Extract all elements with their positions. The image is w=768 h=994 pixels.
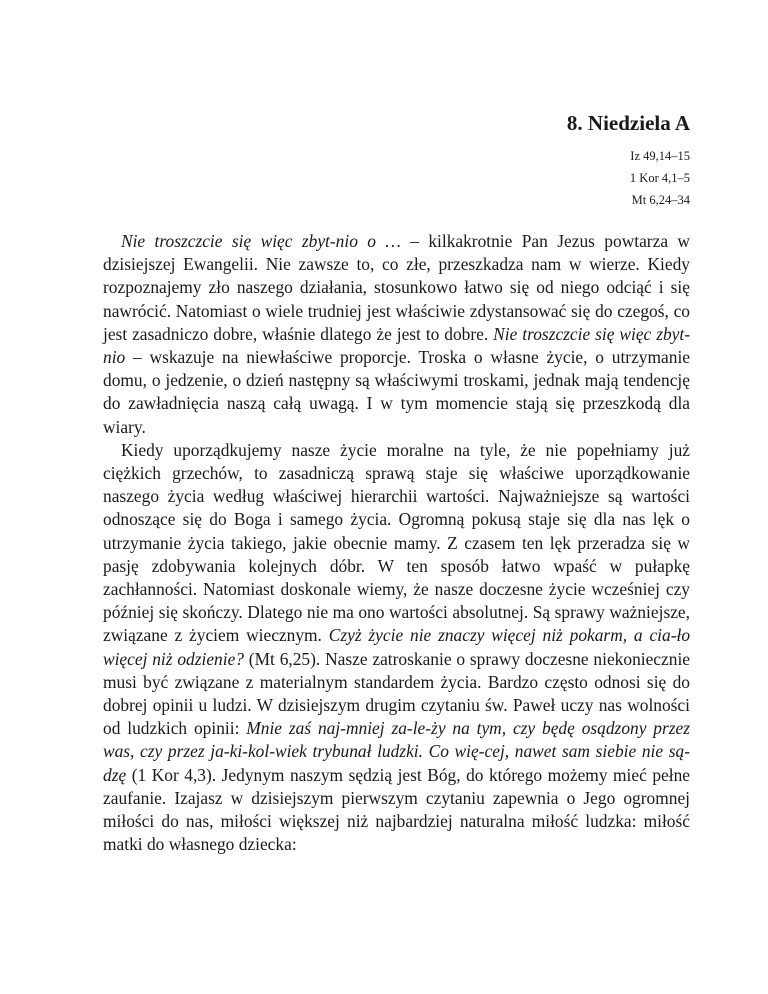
homily-text <box>103 230 690 856</box>
scripture-references <box>630 145 690 211</box>
quote-italic: Mnie zaś naj-mniej za-le-ży na tym, czy będę osądzony przez was, czy przez ja-ki-kol-wiek trybunał ludzki. Co wię-cej, nawet sam siebie nie są-dzę <box>103 718 691 785</box>
paragraph-text: – wskazuje na niewłaściwe proporcje. Troska o własne życie, o utrzymanie domu, o jedzenie, o dzień następny są właściwymi troskami, jednak mają tendencję do zawładnięcia naszą całą uwagą. I w tym momencie stają się przeszkodą dla wiary. <box>103 347 690 437</box>
paragraph-text: – kilkakrotnie Pan Jezus powtarza w dzisiejszej Ewangelii. Nie zawsze to, co złe, przeszkadza nam w wierze. Kiedy rozpoznajemy zło naszego działania, stosunkowo łatwo się od niego odciąć i się nawrócić. Natomiast o wiele trudniej jest właściwie zdystansować się do czegoś, co jest zasadniczo dobre, właśnie dlatego że jest to dobre. <box>103 231 690 344</box>
paragraph-text: Kiedy uporządkujemy nasze życie moralne na tyle, że nie popełniamy już ciężkich grzechów, to zasadniczą sprawą staje się właściwe uporządkowanie naszego życia według właściwej hierarchii wartości. Najważniejsze są wartości odnoszące się do Boga i samego życia. Ogromną pokusą staje się dla nas lęk o utrzymanie życia takiego, jakie obecnie mamy. Z czasem ten lęk przeradza się w pasję zdobywania kolejnych dóbr. W ten sposób łatwo wpaść w pułapkę zachłanności. Natomiast doskonale wiemy, że nasze doczesne życie wcześniej czy później się skończy. Dlatego nie ma ono wartości absolutnej. Są sprawy ważniejsze, związane z życiem wiecznym. <box>103 439 690 646</box>
reading-reference-second: 1 Kor 4,1–5 <box>629 171 690 185</box>
paragraph-1 <box>103 230 690 439</box>
quote-italic: Czyż życie nie znaczy więcej niż pokarm, a cia-ło więcej niż odzienie? <box>103 625 691 669</box>
document-page <box>103 0 690 994</box>
reading-reference-first: Iz 49,14–15 <box>630 149 690 163</box>
reading-reference-gospel: Mt 6,24–34 <box>631 193 690 207</box>
quote-italic: Nie troszczcie się więc zbyt-nio <box>103 323 690 368</box>
quote-italic: Nie troszczcie się więc zbyt-nio o … <box>121 231 401 251</box>
page-title: 8. Niedziela A <box>566 111 690 135</box>
paragraph-2 <box>103 439 690 857</box>
paragraph-text: (1 Kor 4,3). Jedynym naszym sędzią jest Bóg, do którego możemy mieć pełne zaufanie. Izajasz w dzisiejszym pierwszym czytaniu zapewnia o Jego ogromnej miłości do nas, miłości większej niż najbardziej naturalna miłość ludzka: miłość matki do własnego dziecka: <box>103 764 690 855</box>
paragraph-text: (Mt 6,25). Nasze zatroskanie o sprawy doczesne niekoniecznie musi być związane z materialnym standardem życia. Bardzo często odnosi się do dobrej opinii u ludzi. W dzisiejszym drugim czytaniu św. Paweł uczy nas wolności od ludzkich opinii: <box>103 648 690 739</box>
